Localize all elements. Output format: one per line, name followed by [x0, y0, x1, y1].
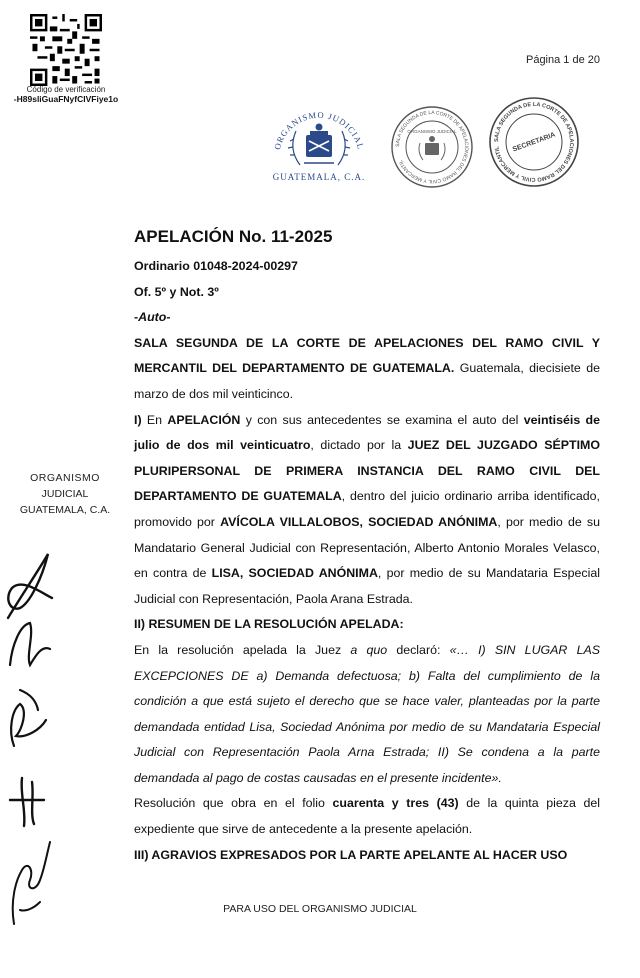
oficial-notificador: Of. 5º y Not. 3º [134, 284, 219, 299]
stamp1-ring-text: SALA SEGUNDA DE LA CORTE DE APELACIONES DEL RAMO CIVIL Y MERCANTIL [394, 109, 470, 185]
text-run: veintiséis de julio de dos mil veinticuatro [134, 412, 600, 453]
plaintiff-name: AVÍCOLA VILLALOBOS, SOCIEDAD ANÓNIMA [220, 514, 498, 529]
folio-number: cuarenta y tres (43) [332, 796, 459, 811]
text-run: , por medio de su Mandatario General Judicial con Representación, Alberto Antonio Morales Velasco, en contra de [134, 514, 600, 581]
text-run: En [141, 412, 168, 427]
text-run: APELACIÓN [167, 412, 241, 427]
side-stamp-line2: JUDICIAL [41, 488, 89, 500]
organismo-judicial-emblem [266, 86, 372, 186]
text-run: a quo [350, 642, 388, 657]
defendant-name: LISA, SOCIEDAD ANÓNIMA [211, 566, 378, 581]
signature-5 [0, 830, 70, 930]
emblem-subtitle: GUATEMALA, C.A. [272, 172, 366, 182]
verification-label: Código de verificación [26, 85, 106, 94]
section-ii-heading: II) RESUMEN DE LA RESOLUCIÓN APELADA: [134, 617, 404, 632]
text-run: , dentro del juicio ordinario arriba identificado, promovido por [134, 489, 600, 529]
text-run: En la resolución apelada la Juez [134, 642, 351, 657]
section-iii-heading: III) AGRAVIOS EXPRESADOS POR LA PARTE APELANTE AL HACER USO [134, 847, 568, 862]
judge-name: JUEZ DEL JUZGADO SÉPTIMO PLURIPERSONAL DE PRIMERA INSTANCIA DEL RAMO CIVIL DEL DEPARTAMENTO DE GUATEMALA [134, 438, 600, 504]
text-run: , por medio de su Mandataria Especial Judicial con Representación, Paola Arana Estrada. [134, 566, 600, 606]
paragraph-resolucion [134, 638, 600, 792]
text-run: de la quinta pieza del expediente que sirve de antecedente a la presente apelación. [134, 796, 600, 837]
sala-name: SALA SEGUNDA DE LA CORTE DE APELACIONES DEL RAMO CIVIL Y MERCANTIL DEL DEPARTAMENTO DE GUATEMALA. [134, 335, 600, 376]
qr-code [30, 14, 102, 86]
quoted-resolution: «… I) SIN LUGAR LAS EXCEPCIONES DE a) Demanda defectuosa; b) Falta del cumplimiento de la condición a que está sujeto el derecho que se hace valer, planteadas por la parte demandada entidad Lisa, Sociedad Anónima por medio de su Mandataria Especial Judicial con Representación Paola Arna Estrada; II) Se condena a la parte demandada al pago de costas causadas en el presente incidente». [134, 642, 600, 785]
sala-seal-stamp [390, 105, 474, 189]
resolution-type: -Auto- [134, 310, 171, 325]
section-i-label: I) [134, 412, 142, 427]
paragraph-sala [134, 331, 600, 408]
side-stamp-line3: GUATEMALA, C.A. [19, 504, 111, 516]
verification-code: -H89sliGuaFNyfCIVFiye1o [13, 94, 119, 104]
text-run: declaró: [387, 642, 450, 657]
page-footer: PARA USO DEL ORGANISMO JUDICIAL [223, 903, 417, 915]
stamp1-inner-text: ORGANISMO JUDICIAL [407, 129, 457, 134]
side-stamp-line1: ORGANISMO [30, 472, 100, 484]
document-body [134, 222, 600, 868]
case-title: APELACIÓN No. 11-2025 [134, 227, 333, 246]
text-run: , dictado por la [310, 438, 408, 453]
page-number: Página 1 de 20 [525, 54, 600, 66]
emblem-arc-text: ORGANISMO JUDICIAL [271, 109, 367, 151]
stamp2-inner-text: SECRETARIA [511, 131, 557, 154]
signature-4 [0, 770, 70, 830]
text-run: y con sus antecedentes se examina el auto del [240, 412, 524, 427]
paragraph-folio [134, 791, 600, 842]
signature-3 [0, 680, 70, 752]
ordinario-number: Ordinario 01048-2024-00297 [134, 259, 298, 273]
sala-date: Guatemala, diecisiete de marzo de dos mil veinticinco. [134, 361, 600, 401]
text-run: Resolución que obra en el folio [134, 796, 333, 811]
side-organismo-stamp [10, 470, 120, 518]
stamp2-ring-text: SALA SEGUNDA DE LA CORTE DE APELACIONES DEL RAMO CIVIL Y MERCANTIL [493, 101, 575, 183]
signature-2 [0, 615, 70, 675]
paragraph-antecedentes [134, 408, 600, 613]
secretaria-seal-stamp [488, 96, 580, 188]
